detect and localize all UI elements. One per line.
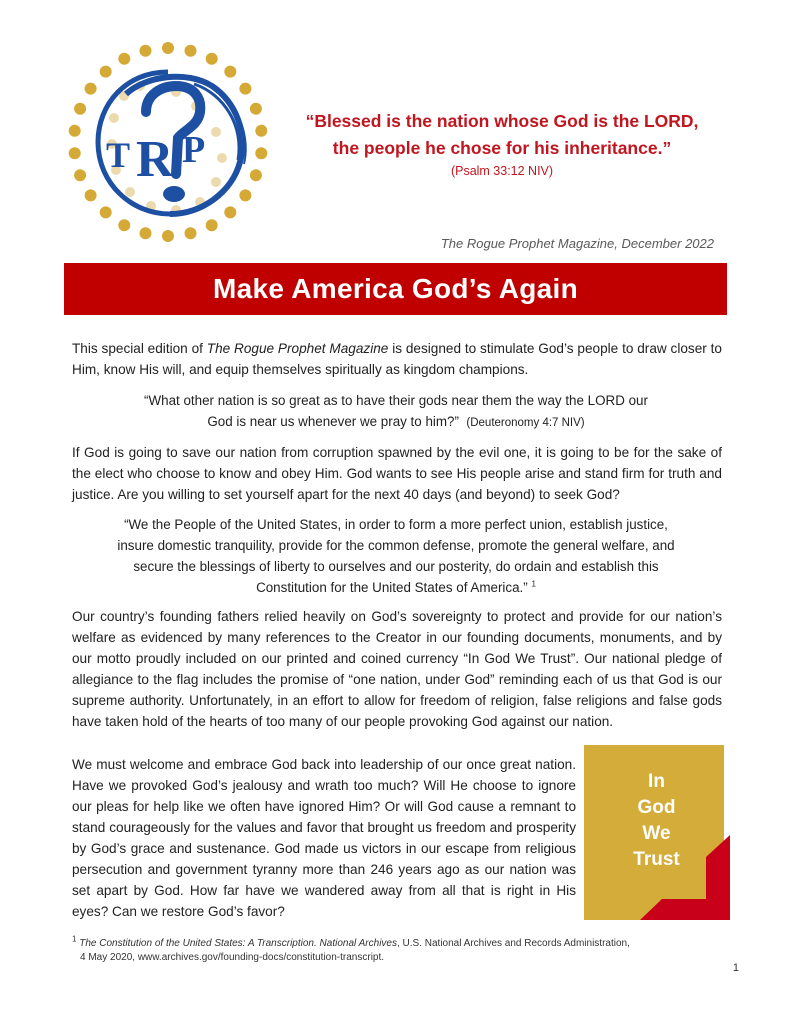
motto-word: We (642, 823, 671, 844)
logo-gold-dot (224, 66, 236, 78)
logo-gold-dot (100, 206, 112, 218)
footnote-mark: 1 (72, 934, 77, 944)
logo-gold-dot (69, 147, 81, 159)
logo-gold-dot (250, 169, 262, 181)
motto-word: Trust (633, 849, 680, 870)
deuteronomy-quote-line2: God is near us whenever we pray to him?” (207, 414, 459, 429)
logo-gold-dot (250, 103, 262, 115)
header-quote-line2: the people he chose for his inheritance.” (332, 138, 672, 158)
motto-word: God (637, 797, 676, 818)
deuteronomy-quote (90, 390, 702, 434)
logo-gold-dot (140, 45, 152, 57)
founding-fathers-paragraph: Our country’s founding fathers relied heavily on God’s sovereignty to protect and provide for our nation’s welfare as evidenced by many references to the Creator in our founding documents, monuments, and by our motto proudly included on our printed and coined currency “In God We Trust”. Our national pledge of allegiance to the flag includes the promise of “one nation, under God” reminding each of us that God is our supreme authority. Unfortunately, in an effort to allow for freedom of religion, false religions and false gods have taken hold of the hearts of too many of our people provoking God against our nation. (72, 609, 722, 729)
footnote-source-title: The Constitution of the United States: A Transcription. National Archives (79, 938, 397, 949)
logo-gold-dot (206, 53, 218, 65)
deuteronomy-quote-line1: “What other nation is so great as to have their gods near them the way the LORD our (144, 393, 648, 408)
footnote-date-url: 4 May 2020, www.archives.gov/founding-docs/constitution-transcript. (80, 952, 385, 963)
page-number: 1 (732, 962, 739, 974)
logo-gold-dot (85, 83, 97, 95)
logo-gold-dot (74, 103, 86, 115)
logo-gold-dot (85, 189, 97, 201)
preamble-line4: Constitution for the United States of America.” (256, 580, 528, 595)
magazine-issue-line: The Rogue Prophet Magazine, December 2022 (440, 236, 714, 251)
logo-gold-dot (239, 189, 251, 201)
magazine-name: The Rogue Prophet Magazine (206, 341, 389, 356)
title-banner: Make America God’s Again (64, 263, 727, 315)
logo-gold-dot (162, 42, 174, 54)
logo-gold-dot (140, 227, 152, 239)
intro-text-end: is designed to stimulate God’s people to draw closer to Him, know His will, and equip themselves spiritually as kingdom champions. (72, 341, 722, 377)
save-nation-paragraph: If God is going to save our nation from corruption spawned by the evil one, it is going to be for the sake of the elect who choose to know and obey Him. God wants to see His people arise and stand firm for truth and justice. Are you willing to set yourself apart for the next 40 days (and beyond) to seek God? (72, 445, 722, 502)
logo-gold-dot (185, 227, 197, 239)
motto-word: In (648, 771, 665, 792)
welcome-god-paragraph: We must welcome and embrace God back into leadership of our once great nation. Have we provoked God’s jealousy and wrath too much? Will He choose to ignore our pleas for help like we often have ignored Him? Or will God cause a remnant to stand courageously for the values and favor that brought us freedom and prosperity by God’s grace and sustenance. God made us victors in our escape from religious persecution and government tyranny more than 246 years ago as our nation was set apart by God. How far have we wandered away from all that is right in His eyes? Can we restore God’s favor? (72, 757, 576, 919)
trp-logo (66, 34, 270, 248)
svg-text:P: P (182, 129, 206, 171)
footnote (72, 934, 712, 965)
logo-gold-dot (74, 169, 86, 181)
preamble-line1: “We the People of the United States, in order to form a more perfect union, establish justice, (124, 517, 668, 532)
trp-logo-icon (66, 34, 270, 248)
svg-text:R: R (136, 131, 174, 188)
logo-gold-dot (162, 230, 174, 242)
in-god-we-trust-box (584, 745, 730, 920)
logo-gold-dot (206, 219, 218, 231)
header-quote-reference: (Psalm 33:12 NIV) (450, 164, 554, 178)
logo-gold-dot (185, 45, 197, 57)
svg-text:T: T (106, 135, 131, 175)
footnote-reference[interactable]: 1 (531, 579, 536, 589)
constitution-preamble-quote (90, 514, 702, 598)
deuteronomy-reference: (Deuteronomy 4:7 NIV) (466, 417, 585, 429)
logo-gold-dot (100, 66, 112, 78)
logo-gold-dot (224, 206, 236, 218)
header-quote (282, 108, 722, 162)
logo-gold-dot (255, 147, 267, 159)
logo-gold-dot (255, 125, 267, 137)
preamble-line3: secure the blessings of liberty to ourselves and our posterity, do ordain and establish this (133, 559, 659, 574)
footnote-publisher: , U.S. National Archives and Records Administration, (396, 938, 630, 949)
logo-gold-dot (239, 83, 251, 95)
intro-paragraph (72, 338, 722, 380)
preamble-line2: insure domestic tranquility, provide for the common defense, promote the general welfare, and (117, 538, 675, 553)
motto-text (584, 769, 729, 873)
header-quote-line1: “Blessed is the nation whose God is the LORD, (305, 111, 699, 131)
logo-gold-dot (118, 53, 130, 65)
logo-gold-dot (69, 125, 81, 137)
logo-gold-dot (118, 219, 130, 231)
intro-text-start: This special edition of (72, 341, 207, 356)
